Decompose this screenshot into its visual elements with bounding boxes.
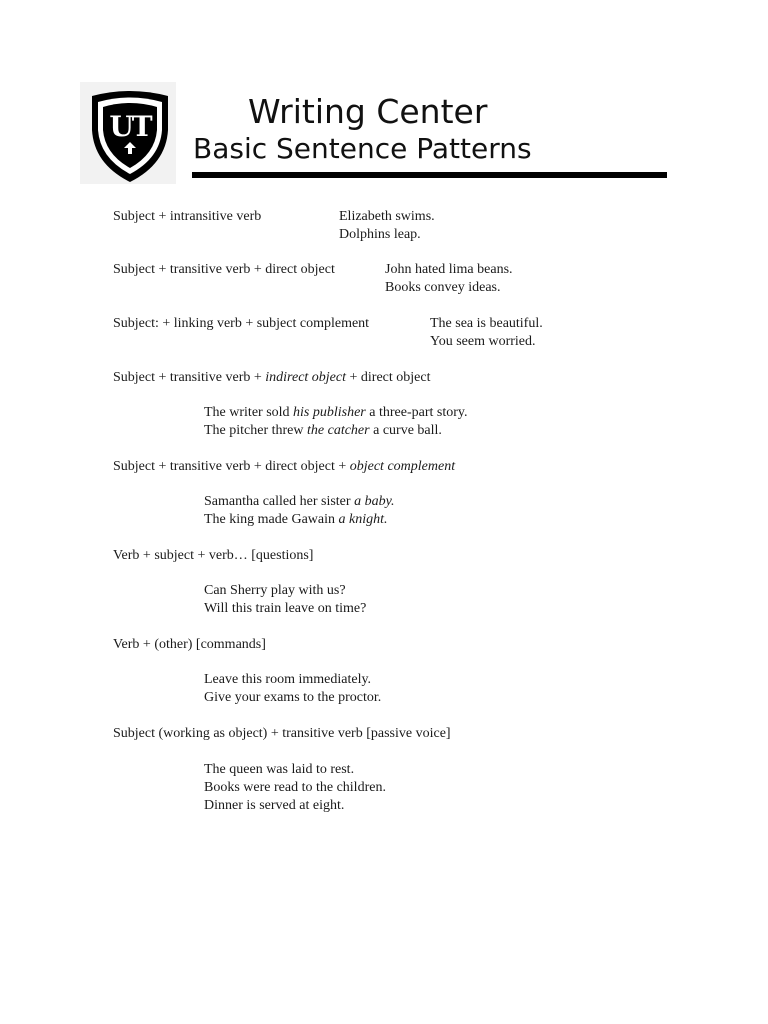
pattern-formula: Subject: + linking verb + subject complement xyxy=(113,316,370,331)
example-sentence: The pitcher threw the catcher a curve ball. xyxy=(204,423,442,438)
italic-term: object complement xyxy=(349,459,456,474)
example-sentence: The sea is beautiful. xyxy=(430,316,543,331)
logo-text: UT xyxy=(109,110,151,143)
example-sentence: The writer sold his publisher a three-part story. xyxy=(204,405,468,420)
example-sentence: Give your exams to the proctor. xyxy=(204,690,382,705)
example-sentence: The king made Gawain a knight. xyxy=(204,512,388,527)
example-sentence: You seem worried. xyxy=(430,334,536,349)
example-sentence: Samantha called her sister a baby. xyxy=(204,494,395,509)
example-sentence: Will this train leave on time? xyxy=(204,601,367,616)
example-sentence: John hated lima beans. xyxy=(385,262,513,277)
example-sentence: Leave this room immediately. xyxy=(204,672,372,687)
page-subtitle: Basic Sentence Patterns xyxy=(193,132,532,165)
example-sentence: Elizabeth swims. xyxy=(339,209,435,224)
pattern-formula: Subject + transitive verb + direct object + object complement xyxy=(113,459,456,474)
pattern-formula: Subject + intransitive verb xyxy=(113,209,262,224)
example-sentence: Dolphins leap. xyxy=(339,227,421,242)
page-title: Writing Center xyxy=(248,92,488,131)
example-sentence: Can Sherry play with us? xyxy=(204,583,346,598)
pattern-formula: Subject + transitive verb + indirect object + direct object xyxy=(113,370,431,385)
example-sentence: Dinner is served at eight. xyxy=(204,798,345,813)
italic-term: indirect object xyxy=(265,370,346,385)
pattern-formula: Subject + transitive verb + direct object xyxy=(113,262,335,277)
pattern-formula: Verb + subject + verb… [questions] xyxy=(113,548,314,563)
pattern-formula: Subject (working as object) + transitive verb [passive voice] xyxy=(113,726,451,741)
example-sentence: Books were read to the children. xyxy=(204,780,386,795)
example-sentence: Books convey ideas. xyxy=(385,280,501,295)
title-rule xyxy=(192,172,667,178)
pattern-formula: Verb + (other) [commands] xyxy=(113,637,266,652)
example-sentence: The queen was laid to rest. xyxy=(204,762,355,777)
ut-shield-logo xyxy=(88,90,172,184)
